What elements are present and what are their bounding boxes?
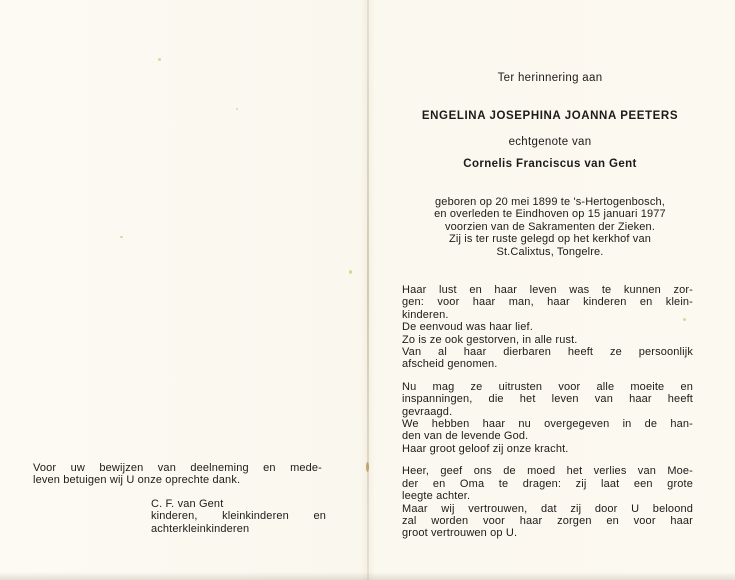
card-fold-line xyxy=(367,0,369,580)
poem-line: Maar wij vertrouwen, dat zij door U beloond xyxy=(402,502,693,515)
birth-death-block xyxy=(400,196,700,258)
poem-line: kinderen. xyxy=(402,308,449,321)
poem-line: zal worden voor haar zorgen en voor haar xyxy=(402,514,693,527)
poem-block xyxy=(402,284,693,540)
poem-line: der en Oma te dragen: zij laat een grote xyxy=(402,477,693,490)
poem-line: leegte achter. xyxy=(402,490,471,503)
poem-line: Nu mag ze uitrusten voor alle moeite en xyxy=(402,380,693,393)
thanks-line: leven betuigen wij U onze oprechte dank. xyxy=(33,474,241,487)
poem-line: Van al haar dierbaren heeft ze persoonlijk xyxy=(402,346,693,359)
paper-spot xyxy=(349,270,352,274)
birth-death-line: voorzien van de Sakramenten der Zieken. xyxy=(444,220,656,233)
paper-spot xyxy=(120,236,123,238)
birth-death-line: en overleden te Eindhoven op 15 januari 1977 xyxy=(434,208,666,221)
paper-spot xyxy=(366,462,369,472)
poem-line: Haar groot geloof zij onze kracht. xyxy=(402,442,569,455)
poem-line: De eenvoud was haar lief. xyxy=(402,321,533,334)
signature-line: kinderen, kleinkinderen en xyxy=(151,510,326,523)
paper-spot xyxy=(236,108,238,110)
spouse-name: Cornelis Franciscus van Gent xyxy=(463,158,637,170)
poem-line: inspanningen, die het leven van haar heeft xyxy=(402,393,693,406)
birth-death-line: geboren op 20 mei 1899 te 's-Hertogenbosch, xyxy=(435,196,665,208)
poem-line: gen: voor haar man, haar kinderen en klein- xyxy=(402,296,693,309)
poem-line: gevraagd. xyxy=(402,405,453,418)
poem-line: Heer, geef ons de moed het verlies van Moe- xyxy=(402,465,693,478)
birth-death-line: St.Calixtus, Tongelre. xyxy=(496,245,604,258)
signature-line: C. F. van Gent xyxy=(151,498,224,510)
poem-line: We hebben haar nu overgegeven in de han- xyxy=(402,418,693,431)
thanks-line: Voor uw bewijzen van deelneming en mede- xyxy=(33,462,322,474)
signature-block xyxy=(151,498,326,535)
relation-text: echtgenote van xyxy=(508,136,592,148)
deceased-name: ENGELINA JOSEPHINA JOANNA PEETERS xyxy=(421,110,679,122)
poem-line: groot vertrouwen op U. xyxy=(402,527,518,540)
birth-death-line: Zij is ter ruste gelegd op het kerkhof van xyxy=(449,233,651,246)
intro-text: Ter herinnering aan xyxy=(497,72,603,84)
thanks-block xyxy=(33,462,322,487)
poem-line: den van de levende God. xyxy=(402,430,529,443)
poem-line: Haar lust en haar leven was te kunnen zor- xyxy=(402,284,693,296)
card-bottom-edge xyxy=(0,572,735,580)
paper-spot xyxy=(158,58,161,61)
poem-line: afscheid genomen. xyxy=(402,358,498,371)
signature-line: achterkleinkinderen xyxy=(151,522,250,535)
poem-line: Zo is ze ook gestorven, in alle rust. xyxy=(402,333,578,346)
